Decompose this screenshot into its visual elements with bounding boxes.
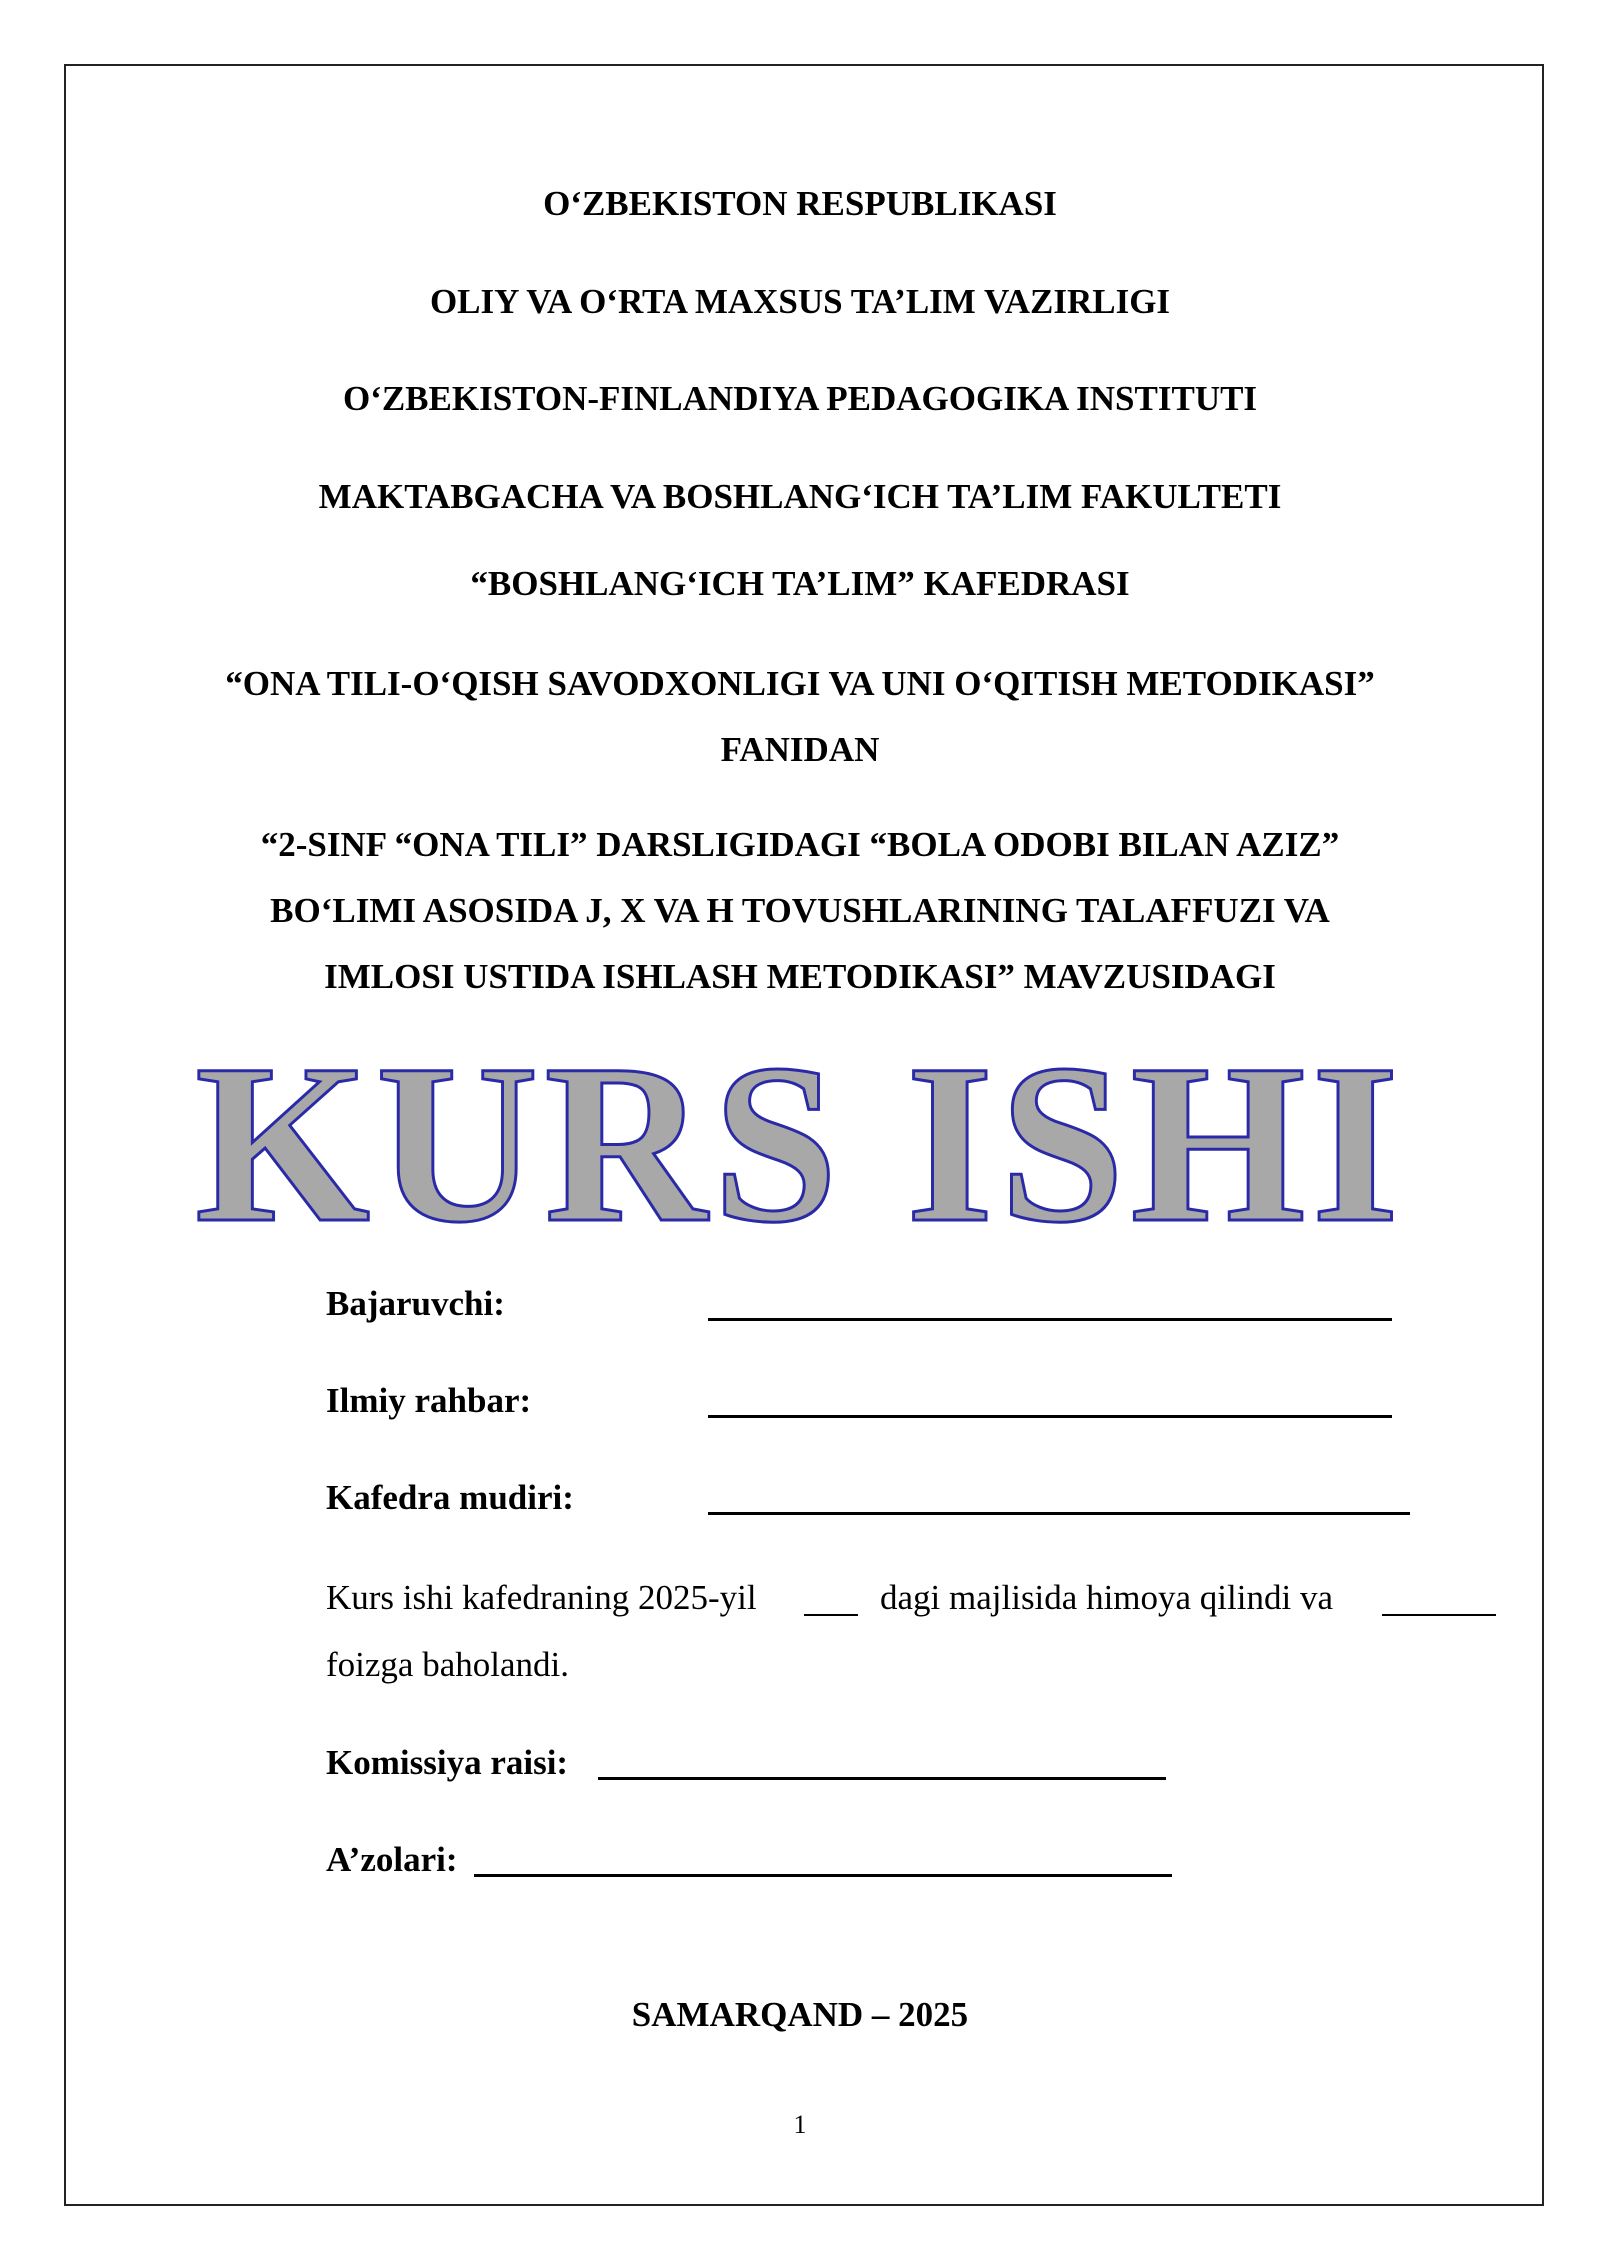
- topic-line-3: IMLOSI USTIDA ISHLASH METODIKASI” MAVZUSIDAGI: [324, 957, 1276, 996]
- defense-score-blank: [1382, 1614, 1496, 1616]
- commission-members-line: [474, 1874, 1172, 1877]
- subject-line-1: “ONA TILI-O‘QISH SAVODXONLIGI VA UNI O‘QITISH METODIKASI”: [225, 664, 1375, 703]
- field-line-kafedra-mudiri: [708, 1512, 1410, 1515]
- defense-line-1a: Kurs ishi kafedraning 2025-yil: [326, 1578, 757, 1617]
- main-title: [0, 1032, 1600, 1232]
- main-title-text: KURS ISHI: [195, 1032, 1405, 1232]
- header-institute: O‘ZBEKISTON-FINLANDIYA PEDAGOGIKA INSTITUTI: [342, 379, 1258, 418]
- page-number: 1: [793, 2110, 807, 2139]
- topic-line-1: “2-SINF “ONA TILI” DARSLIGIDAGI “BOLA ODOBI BILAN AZIZ”: [260, 825, 1340, 864]
- subject-block: [0, 651, 1600, 783]
- topic-block: [0, 812, 1600, 1010]
- defense-date-blank: [804, 1614, 858, 1616]
- field-line-bajaruvchi: [708, 1318, 1392, 1321]
- field-line-ilmiy-rahbar: [708, 1415, 1392, 1418]
- commission-chair-label: Komissiya raisi:: [326, 1743, 569, 1782]
- city-year: SAMARQAND – 2025: [631, 1995, 969, 2034]
- defense-line-2: foizga baholandi.: [326, 1645, 569, 1684]
- defense-line-1b: dagi majlisida himoya qilindi va: [880, 1578, 1333, 1617]
- commission-chair-line: [598, 1777, 1166, 1780]
- commission-members-label: A’zolari:: [326, 1840, 458, 1879]
- header-ministry: OLIY VA O‘RTA MAXSUS TA’LIM VAZIRLIGI: [429, 282, 1171, 321]
- field-label-bajaruvchi: Bajaruvchi:: [326, 1284, 505, 1323]
- header-department: “BOSHLANG‘ICH TA’LIM” KAFEDRASI: [470, 564, 1130, 603]
- header-faculty: MAKTABGACHA VA BOSHLANG‘ICH TA’LIM FAKULTETI: [318, 477, 1282, 516]
- subject-line-2: FANIDAN: [720, 730, 880, 769]
- topic-line-2: BO‘LIMI ASOSIDA J, X VA H TOVUSHLARINING TALAFFUZI VA: [270, 891, 1330, 930]
- field-label-kafedra-mudiri: Kafedra mudiri:: [326, 1478, 574, 1517]
- header-republic: O‘ZBEKISTON RESPUBLIKASI: [543, 184, 1057, 223]
- field-label-ilmiy-rahbar: Ilmiy rahbar:: [326, 1381, 532, 1420]
